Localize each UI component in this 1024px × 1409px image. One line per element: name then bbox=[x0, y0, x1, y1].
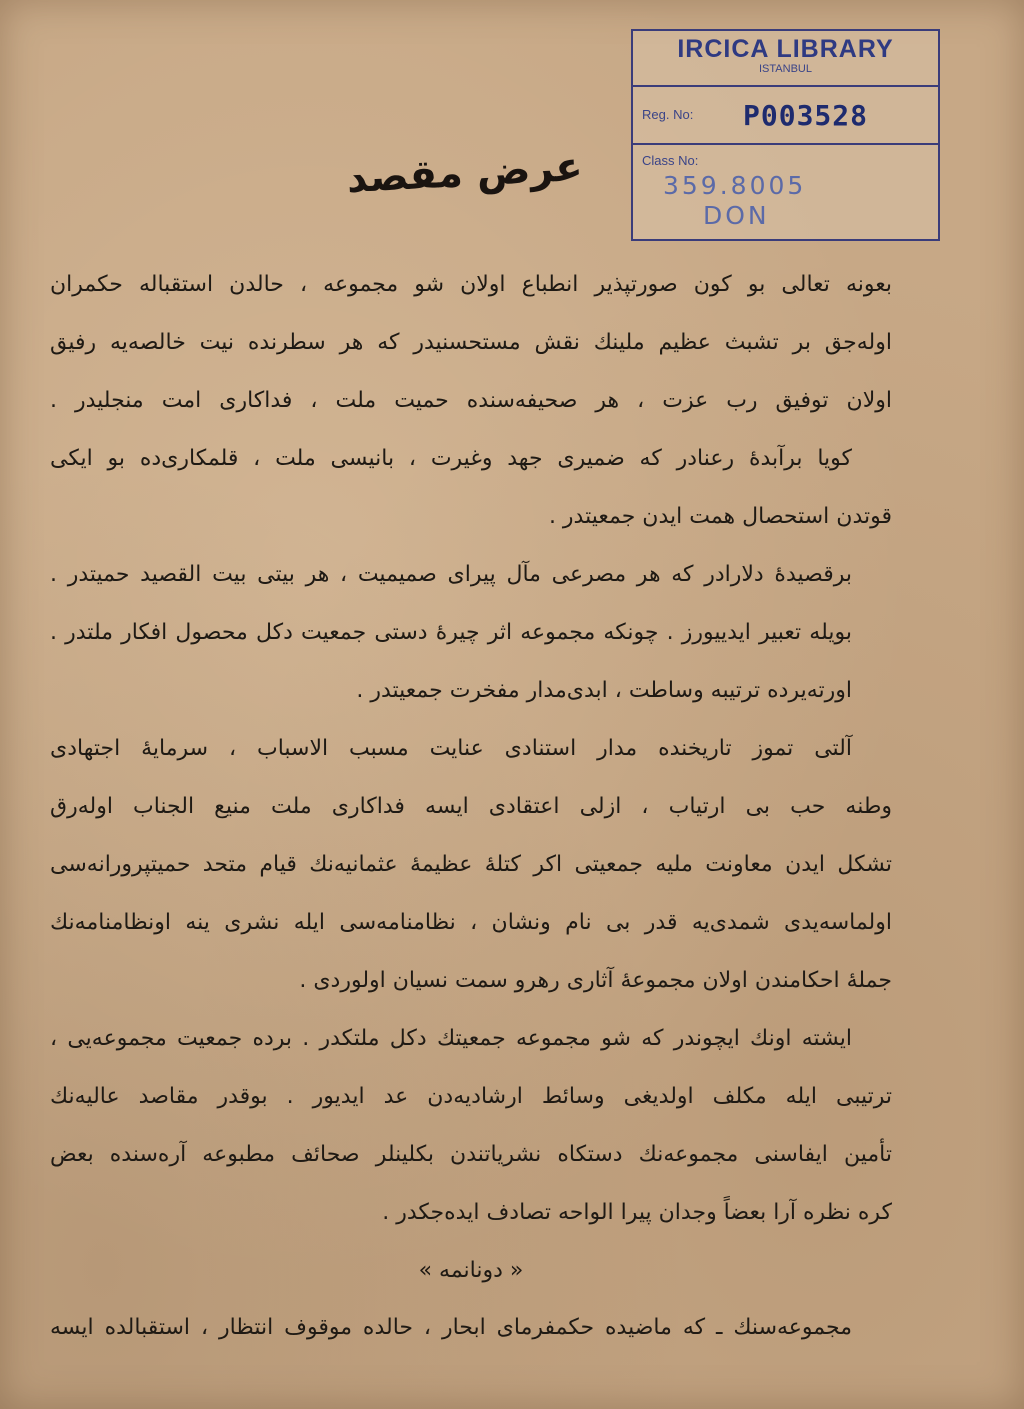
text-line: کره نظره آرا بعضاً وجدان پیرا الواحه تصادف ایده‌جکدر . bbox=[382, 1200, 892, 1225]
text-line: جملهٔ احکامندن اولان مجموعهٔ آثاری رهرو سمت نسیان اولوردی . bbox=[299, 968, 892, 993]
stamp-class-suffix: DON bbox=[703, 201, 770, 230]
stamp-class-row bbox=[633, 145, 938, 241]
text-line: بویله تعبیر ایدییورز . چونکه مجموعه اثر چیرهٔ دستی جمعیت دکل محصول افکار ملتدر . bbox=[50, 620, 852, 645]
text-line: اولماسه‌یدی شمدی‌یه قدر بی نام ونشان ، نظامنامه‌سی ایله نشری ینه اونظامنامه‌نك bbox=[50, 910, 892, 935]
stamp-reg-row bbox=[633, 87, 938, 145]
text-line: تأمین ایفاسنی مجموعه‌نك دستکاه نشریاتندن بکلینلر صحائف مطبوعه آره‌سنده بعض bbox=[50, 1142, 892, 1167]
stamp-city: ISTANBUL bbox=[759, 63, 812, 75]
document-body bbox=[50, 256, 892, 1356]
stamp-reg-label: Reg. No: bbox=[642, 107, 694, 122]
text-line: قوتدن استحصال همت ایدن جمعیتدر . bbox=[548, 504, 892, 529]
text-line: کویا برآبدهٔ رعنادر که ضمیری جهد وغیرت ، بانیسی ملت ، قلمکاری‌ده بو ایکی bbox=[50, 446, 852, 471]
text-line: ترتیبی ایله مکلف اولدیغی وسائط ارشادیه‌دن عد ایدیور . بوقدر مقاصد عالیه‌نك bbox=[50, 1084, 892, 1109]
text-line: مجموعه‌سنك ـ که ماضیده حکمفرمای ابحار ، حالده موقوف انتظار ، استقبالده ایسه bbox=[50, 1315, 852, 1340]
document-title: عرض مقصد bbox=[345, 143, 584, 203]
text-line: وطنه حب بی ارتیاب ، ازلی اعتقادی ایسه فداکاری ملت منیع الجناب اوله‌رق bbox=[50, 794, 892, 819]
text-line: اولان توفیق رب عزت ، هر صحیفه‌سنده حمیت ملت ، فداکاری امت منجلیدر . bbox=[50, 388, 892, 413]
text-line: برقصیدهٔ دلارادر که هر مصرعی مآل پیرای صمیمیت ، هر بیتی بیت القصید حمیتدر . bbox=[50, 562, 852, 587]
stamp-class-label: Class No: bbox=[642, 153, 699, 168]
text-line: ایشته اونك ایچوندر که شو مجموعه جمعیتك دکل ملتکدر . برده جمعیت مجموعه‌یی ، bbox=[50, 1026, 852, 1051]
text-line: تشکل ایدن معاونت ملیه جمعیتی اکر کتلهٔ عظیمهٔ عثمانیه‌نك قیام متحد حمیتپرورانه‌سی bbox=[50, 852, 892, 877]
text-line: اورته‌یرده ترتیبه وساطت ، ابدی‌مدار مفخرت جمعیتدر . bbox=[356, 678, 852, 703]
library-stamp bbox=[631, 29, 940, 241]
text-line: آلتی تموز تاریخنده مدار استنادی عنایت مسبب الاسباب ، سرمایهٔ اجتهادی bbox=[50, 736, 852, 761]
stamp-reg-number: P003528 bbox=[743, 99, 869, 132]
stamp-class-number: 359.8005 bbox=[663, 171, 807, 200]
text-line: اوله‌جق بر تشبث عظیم ملینك نقش مستحسنیدر که هر سطرنده نیت خالصه‌یه رفیق bbox=[50, 330, 892, 355]
stamp-library-name: IRCICA LIBRARY bbox=[677, 35, 894, 63]
text-line: بعونه تعالی بو کون صورتپذیر انطباع اولان شو مجموعه ، حالدن استقباله حکمران bbox=[50, 272, 892, 297]
stamp-header bbox=[633, 31, 938, 87]
section-heading: « دونانمه » bbox=[418, 1258, 524, 1283]
